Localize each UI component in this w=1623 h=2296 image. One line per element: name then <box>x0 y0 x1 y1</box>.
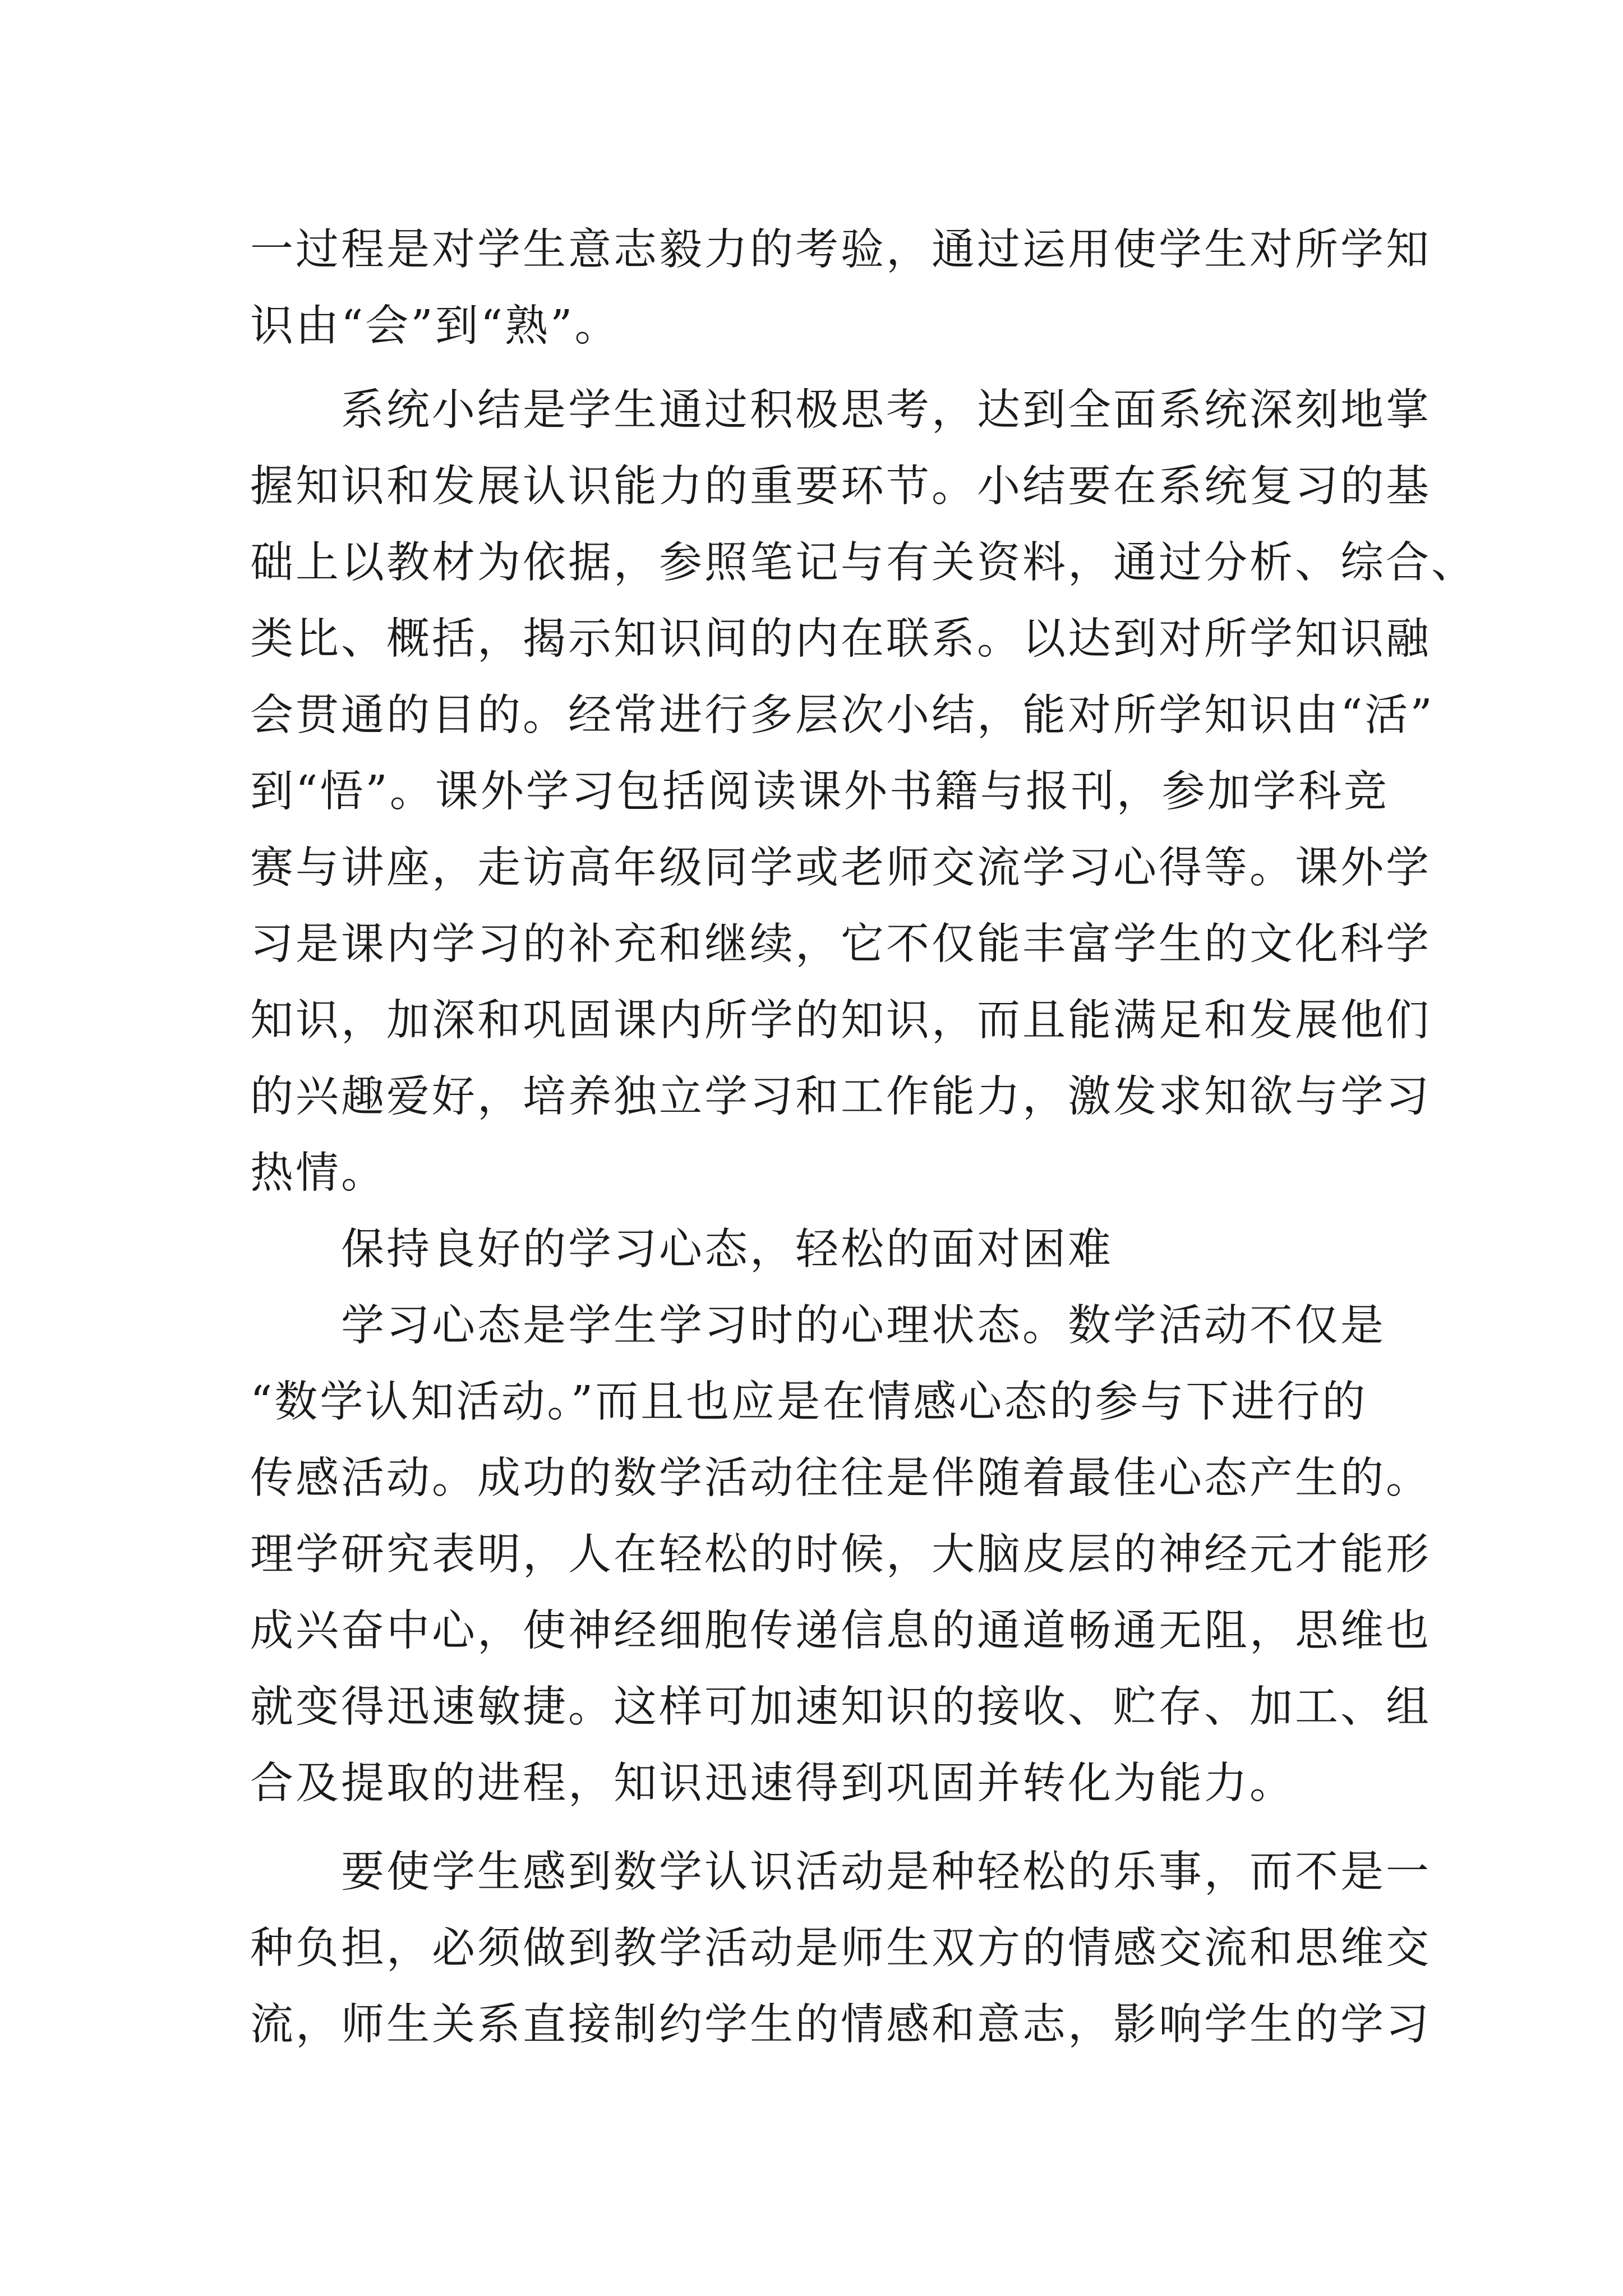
text-line: 的兴趣爱好，培养独立学习和工作能力，激发求知欲与学习 <box>250 1072 1431 1122</box>
text-line: 热情。 <box>250 1148 386 1198</box>
text-line: 合及提取的进程，知识迅速得到巩固并转化为能力。 <box>250 1759 1295 1809</box>
text-line: 流，师生关系直接制约学生的情感和意志，影响学生的学习 <box>250 2000 1431 2050</box>
text-line: 习是课内学习的补充和继续，它不仅能丰富学生的文化科学 <box>250 919 1431 969</box>
text-line: 识由“会”到“熟”。 <box>250 301 620 351</box>
body-text <box>250 212 1477 2063</box>
text-line: 类比、概括，揭示知识间的内在联系。以达到对所学知识融 <box>250 614 1431 664</box>
text-line: 础上以教材为依据，参照笔记与有关资料，通过分析、综合、 <box>250 538 1477 588</box>
text-line: 知识，加深和巩固课内所学的知识，而且能满足和发展他们 <box>250 996 1431 1046</box>
paragraph-start-line: 要使学生感到数学认识活动是种轻松的乐事，而不是一 <box>341 1847 1431 1897</box>
text-line: 传感活动。成功的数学活动往往是伴随着最佳心态产生的。 <box>250 1453 1431 1503</box>
text-line: 成兴奋中心，使神经细胞传递信息的通道畅通无阻，思维也 <box>250 1606 1431 1656</box>
section-heading: 保持良好的学习心态，轻松的面对困难 <box>341 1225 1113 1274</box>
text-line: 会贯通的目的。经常进行多层次小结，能对所学知识由“活” <box>250 691 1435 740</box>
text-line: 赛与讲座，走访高年级同学或老师交流学习心得等。课外学 <box>250 843 1431 893</box>
paragraph-start-line: 学习心态是学生学习时的心理状态。数学活动不仅是 <box>341 1301 1386 1351</box>
text-line: 握知识和发展认识能力的重要环节。小结要在系统复习的基 <box>250 462 1431 512</box>
text-line: 一过程是对学生意志毅力的考验，通过运用使学生对所学知 <box>250 225 1431 275</box>
paragraph-start-line: 系统小结是学生通过积极思考，达到全面系统深刻地掌 <box>341 385 1431 435</box>
text-line: 理学研究表明，人在轻松的时候，大脑皮层的神经元才能形 <box>250 1530 1431 1580</box>
text-line: 就变得迅速敏捷。这样可加速知识的接收、贮存、加工、组 <box>250 1682 1431 1732</box>
text-line: 到“悟”。课外学习包括阅读课外书籍与报刊，参加学科竞 <box>250 767 1389 817</box>
text-line: 种负担，必须做到教学活动是师生双方的情感交流和思维交 <box>250 1924 1431 1973</box>
text-line: “数学认知活动。”而且也应是在情感心态的参与下进行的 <box>250 1377 1368 1427</box>
